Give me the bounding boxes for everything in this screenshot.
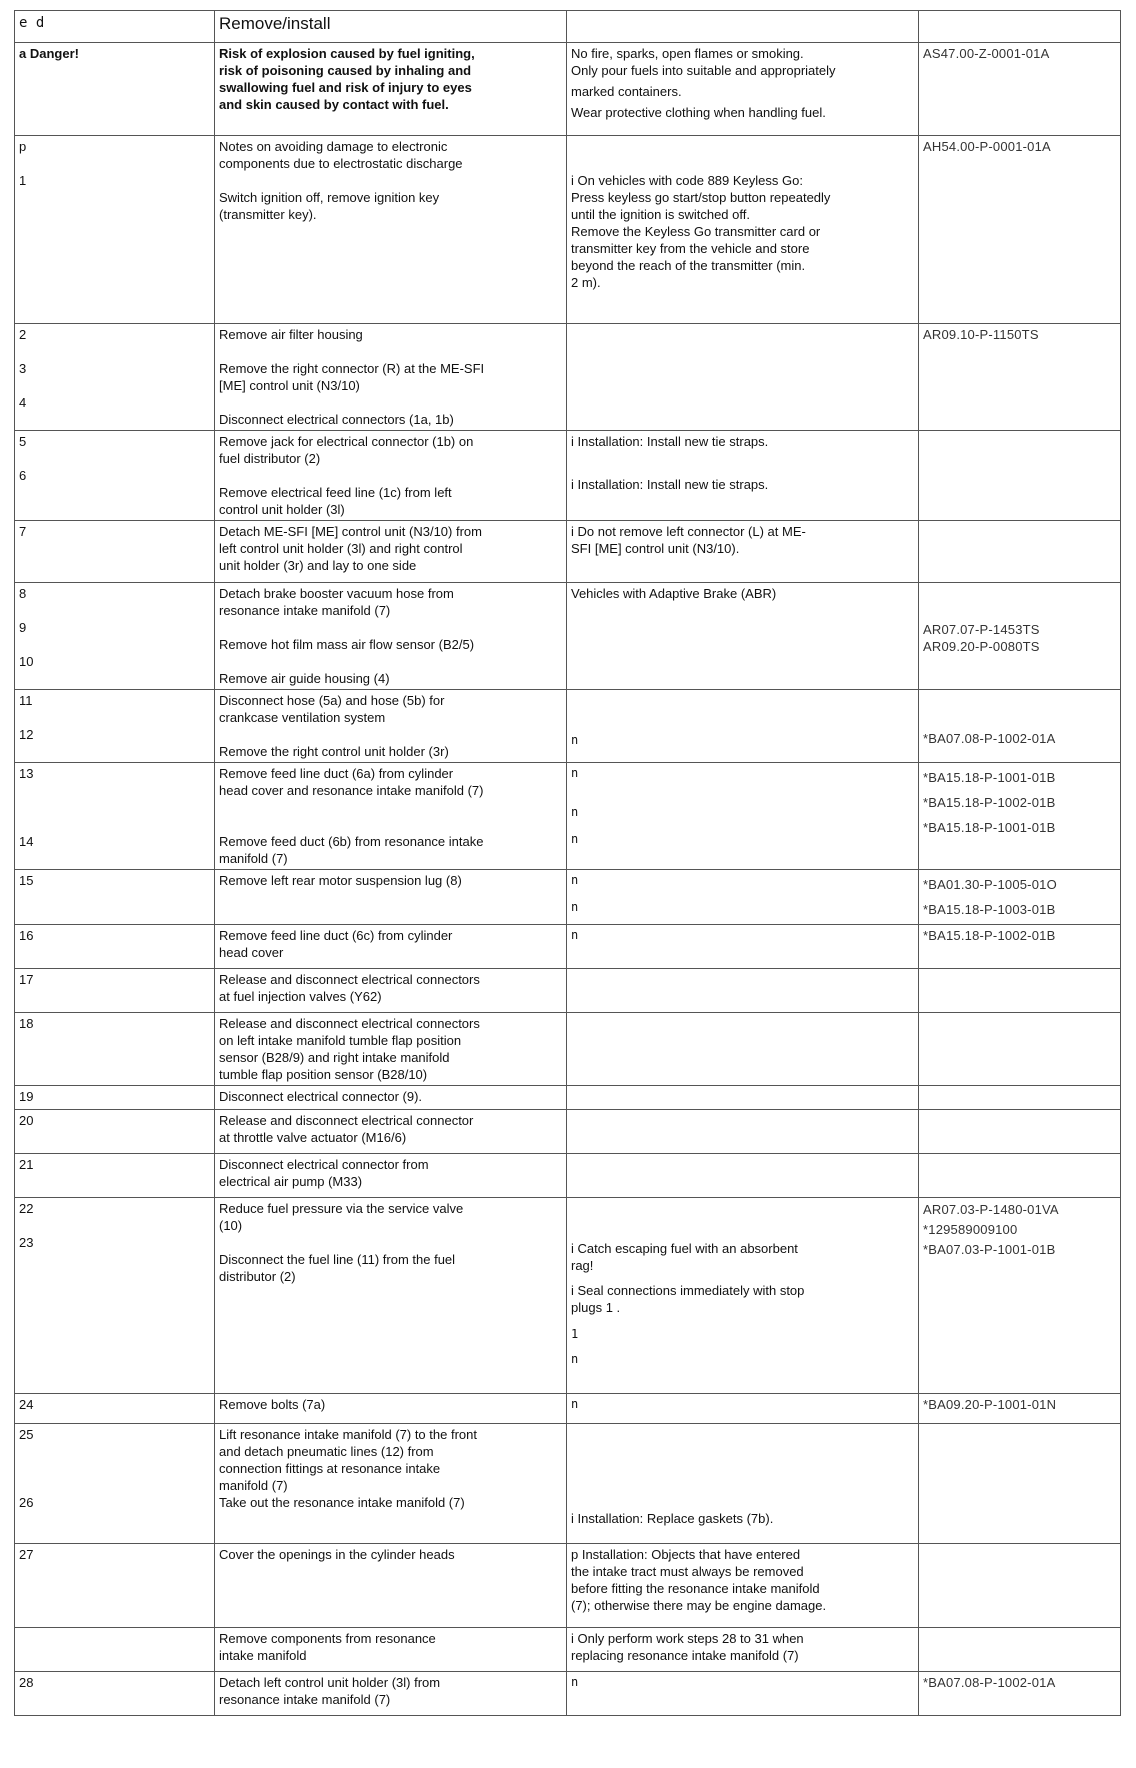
table-row xyxy=(15,43,1121,136)
action-text: Notes on avoiding damage to electronic components due to electrostatic discharge Switch ignition off, remove ignition key (transmitter key). xyxy=(219,139,463,222)
note-text: p Installation: Objects that have entered the intake tract must always be removed before fitting the resonance intake manifold (7); otherwise there may be engine damage. xyxy=(571,1547,827,1613)
note-text: i On vehicles with code 889 Keyless Go: Press keyless go start/stop button repeatedly until the ignition is switched off. Remove the Keyless Go transmitter card or transmitter key from the vehicle and store beyond the reach of the transmitter (min. 2 m). xyxy=(571,173,831,290)
step-number: 19 xyxy=(19,1089,34,1104)
reference-link[interactable]: AS47.00-Z-0001-01A xyxy=(923,46,1050,61)
action-text: Cover the openings in the cylinder heads xyxy=(219,1547,455,1562)
note-text: i Installation: Install new tie straps. xyxy=(571,434,769,449)
header-notes-cell xyxy=(567,11,919,43)
step-number: 2 3 4 xyxy=(19,327,27,410)
note-symbol: n xyxy=(571,805,579,819)
table-row xyxy=(15,870,1121,925)
action-text: Remove feed line duct (6a) from cylinder head cover and resonance intake manifold (7) Remove feed duct (6b) from resonance intake manifold (7) xyxy=(219,766,484,866)
step-number: 13 14 xyxy=(19,766,34,849)
action-text: Risk of explosion caused by fuel igniting, risk of poisoning caused by inhaling and swallowing fuel and risk of injury to eyes and skin caused by contact with fuel. xyxy=(219,46,475,112)
action-text: Release and disconnect electrical connectors on left intake manifold tumble flap position sensor (B28/9) and right intake manifold tumble flap position sensor (B28/10) xyxy=(219,1016,480,1082)
step-number: 11 12 xyxy=(19,693,34,742)
table-row xyxy=(15,925,1121,969)
action-text: Lift resonance intake manifold (7) to the front and detach pneumatic lines (12) from connection fittings at resonance intake manifold (7) Take out the resonance intake manifold (7) xyxy=(219,1427,477,1510)
table-row xyxy=(15,1544,1121,1628)
table-row xyxy=(15,324,1121,431)
action-text: Disconnect hose (5a) and hose (5b) for crankcase ventilation system Remove the right control unit holder (3r) xyxy=(219,693,449,759)
note-text: i Installation: Install new tie straps. xyxy=(571,477,769,492)
reference-link[interactable]: *BA01.30-P-1005-01O *BA15.18-P-1003-01B xyxy=(923,877,1057,917)
step-number: 21 xyxy=(19,1157,34,1172)
note-text: Wear protective clothing when handling fuel. xyxy=(571,105,826,120)
action-text: Reduce fuel pressure via the service valve (10) Disconnect the fuel line (11) from the fuel distributor (2) xyxy=(219,1201,464,1284)
note-symbol: n xyxy=(571,1352,579,1366)
reference-link[interactable]: AR07.03-P-1480-01VA *129589009100 *BA07.03-P-1001-01B xyxy=(923,1202,1059,1257)
note-text: i Do not remove left connector (L) at ME- SFI [ME] control unit (N3/10). xyxy=(571,524,806,556)
page-title: Remove/install xyxy=(219,14,331,33)
note-text: i Only perform work steps 28 to 31 when replacing resonance intake manifold (7) xyxy=(571,1631,804,1663)
header-step-cell: e d xyxy=(15,11,215,43)
table-row xyxy=(15,136,1121,324)
action-text: Detach brake booster vacuum hose from resonance intake manifold (7) Remove hot film mass air flow sensor (B2/5) Remove air guide housing (4) xyxy=(219,586,475,686)
action-text: Remove bolts (7a) xyxy=(219,1397,326,1412)
reference-link[interactable]: *BA15.18-P-1002-01B xyxy=(923,928,1056,943)
step-number: 15 xyxy=(19,873,34,888)
note-text: i Catch escaping fuel with an absorbent rag! xyxy=(571,1241,798,1273)
action-text: Disconnect electrical connector (9). xyxy=(219,1089,423,1104)
note-symbol: n xyxy=(571,1397,579,1411)
table-row xyxy=(15,1013,1121,1086)
stop-plug-number: 1 xyxy=(571,1327,579,1341)
table-row xyxy=(15,1110,1121,1154)
header-title-cell xyxy=(215,11,567,43)
table-row xyxy=(15,690,1121,763)
action-text: Remove air filter housing Remove the right connector (R) at the ME-SFI [ME] control unit (N3/10) Disconnect electrical connectors (1a, 1b) xyxy=(219,327,485,427)
step-number: 17 xyxy=(19,972,34,987)
step-number xyxy=(15,1628,214,1632)
note-symbol: n xyxy=(571,873,579,887)
step-number: 5 6 xyxy=(19,434,27,483)
reference-link[interactable]: AR07.07-P-1453TS AR09.20-P-0080TS xyxy=(923,622,1040,654)
action-text: Remove jack for electrical connector (1b) on fuel distributor (2) Remove electrical feed line (1c) from left control unit holder (3l) xyxy=(219,434,474,517)
note-symbol: n xyxy=(571,733,579,747)
header-row xyxy=(15,11,1121,43)
note-symbol: n xyxy=(571,1675,579,1689)
table-row xyxy=(15,763,1121,870)
table-row xyxy=(15,583,1121,690)
step-number: 20 xyxy=(19,1113,34,1128)
step-number: 18 xyxy=(19,1016,34,1031)
step-number: 22 23 xyxy=(19,1201,34,1250)
table-row xyxy=(15,1672,1121,1716)
reference-link[interactable]: *BA07.08-P-1002-01A xyxy=(923,731,1056,746)
note-symbol: n xyxy=(571,766,579,780)
reference-link[interactable]: AR09.10-P-1150TS xyxy=(923,327,1039,342)
step-number: 28 xyxy=(19,1675,34,1690)
step-number: 27 xyxy=(19,1547,34,1562)
note-symbol: n xyxy=(571,832,579,846)
procedure-table xyxy=(14,10,1121,1716)
note-text: i Installation: Replace gaskets (7b). xyxy=(571,1511,774,1526)
action-text: Remove feed line duct (6c) from cylinder head cover xyxy=(219,928,453,960)
reference-link[interactable]: AH54.00-P-0001-01A xyxy=(923,139,1051,154)
table-row xyxy=(15,1154,1121,1198)
note-symbol: n xyxy=(571,900,579,914)
action-text: Release and disconnect electrical connectors at fuel injection valves (Y62) xyxy=(219,972,480,1004)
table-row xyxy=(15,969,1121,1013)
reference-link[interactable]: *BA09.20-P-1001-01N xyxy=(923,1397,1057,1412)
step-number: 16 xyxy=(19,928,34,943)
note-text: Vehicles with Adaptive Brake (ABR) xyxy=(571,586,777,601)
table-row xyxy=(15,431,1121,521)
action-text: Detach ME-SFI [ME] control unit (N3/10) from left control unit holder (3l) and right control unit holder (3r) and lay to one side xyxy=(219,524,482,573)
action-text: Disconnect electrical connector from electrical air pump (M33) xyxy=(219,1157,429,1189)
action-text: Remove components from resonance intake manifold xyxy=(219,1631,436,1663)
note-symbol: n xyxy=(571,928,579,942)
action-text: Detach left control unit holder (3l) from resonance intake manifold (7) xyxy=(219,1675,441,1707)
action-text: Remove left rear motor suspension lug (8) xyxy=(219,873,462,888)
reference-link[interactable]: *BA07.08-P-1002-01A xyxy=(923,1675,1056,1690)
table-row xyxy=(15,1198,1121,1394)
note-text: marked containers. xyxy=(571,84,682,99)
repair-instructions-document xyxy=(14,10,1120,1716)
note-text: No fire, sparks, open flames or smoking. Only pour fuels into suitable and appropriately xyxy=(571,46,836,78)
table-row xyxy=(15,1628,1121,1672)
step-number: 25 26 xyxy=(19,1427,34,1510)
table-row xyxy=(15,521,1121,583)
reference-link[interactable]: *BA15.18-P-1001-01B *BA15.18-P-1002-01B *BA15.18-P-1001-01B xyxy=(923,770,1056,835)
step-number: 24 xyxy=(19,1397,34,1412)
step-number: 8 9 10 xyxy=(19,586,34,669)
table-row xyxy=(15,1086,1121,1110)
table-row xyxy=(15,1424,1121,1544)
step-number: p 1 xyxy=(19,139,27,188)
step-number: a Danger! xyxy=(19,46,79,61)
table-row xyxy=(15,1394,1121,1424)
step-number: 7 xyxy=(19,524,27,539)
action-text: Release and disconnect electrical connector at throttle valve actuator (M16/6) xyxy=(219,1113,474,1145)
note-text: i Seal connections immediately with stop plugs 1 . xyxy=(571,1283,805,1315)
header-ref-cell xyxy=(919,11,1121,43)
